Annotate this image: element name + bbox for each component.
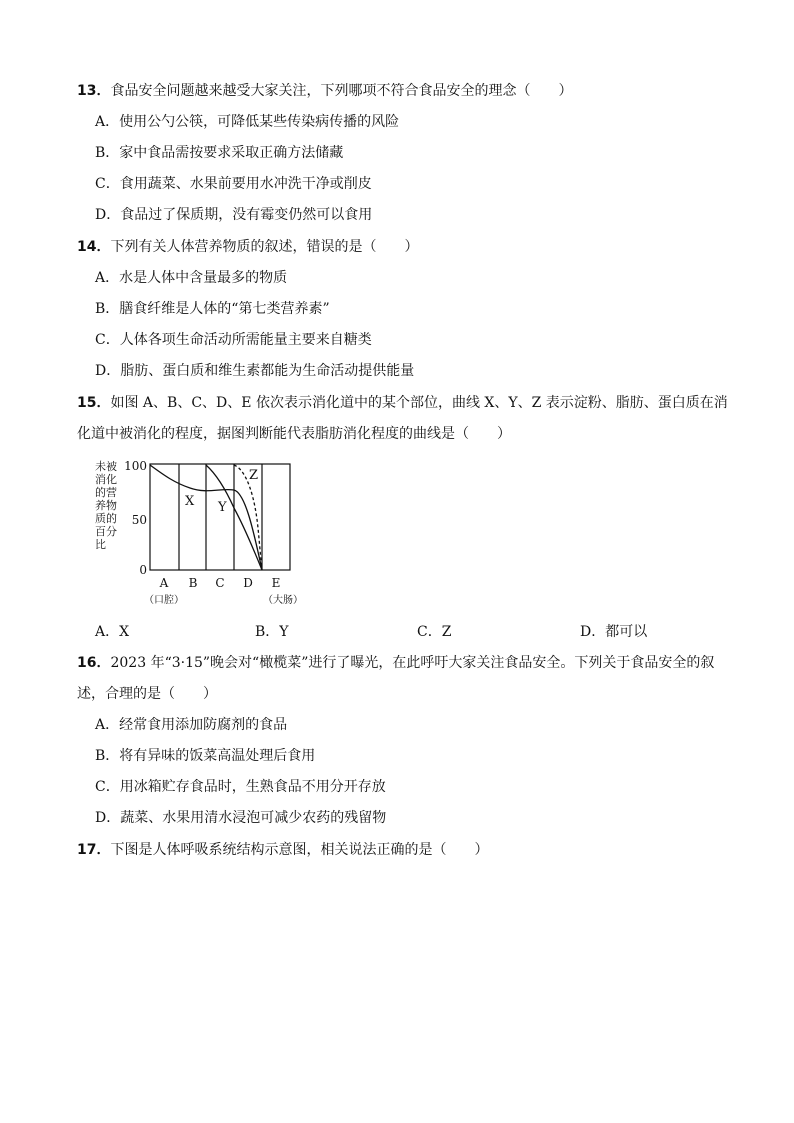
question-stem: 下列有关人体营养物质的叙述，错误的是（ ） — [110, 239, 419, 255]
x-ticks — [159, 576, 281, 590]
question-17 — [77, 840, 488, 860]
y-label-line: 比 — [95, 538, 106, 551]
question-15-line2: 化道中被消化的程度，据图判断能代表脂肪消化程度的曲线是（ ） — [77, 426, 511, 442]
option-b: B．将有异味的饭菜高温处理后食用 — [95, 748, 316, 764]
y-ticks — [124, 459, 147, 577]
question-stem: 食品安全问题越来越受大家关注，下列哪项不符合食品安全的理念（ ） — [110, 83, 573, 99]
y-label-line: 养物 — [95, 499, 117, 512]
question-stem-line1: 2023 年“3·15”晚会对“橄榄菜”进行了曝光，在此呼吁大家关注食品安全。下列关于食品安全的叙 — [110, 655, 715, 671]
x-note-mouth: （口腔） — [144, 595, 184, 606]
x-tick-e: E — [271, 576, 281, 590]
question-stem: 下图是人体呼吸系统结构示意图，相关说法正确的是（ ） — [110, 842, 489, 858]
curve-label-x: X — [185, 494, 195, 509]
question-16 — [77, 653, 714, 673]
x-tick-b: B — [188, 576, 198, 590]
y-label-line: 质的 — [95, 512, 117, 525]
question-number: 13． — [77, 83, 111, 99]
option-d: D．脂肪、蛋白质和维生素都能为生命活动提供能量 — [95, 363, 415, 379]
option-a: A．使用公勺公筷，可降低某些传染病传播的风险 — [95, 114, 400, 130]
y-tick-100: 100 — [124, 459, 147, 473]
question-number: 14． — [77, 239, 111, 255]
question-14 — [77, 237, 418, 257]
x-tick-d: D — [243, 576, 253, 590]
curve-label-y: Y — [218, 500, 227, 515]
option-d: D．蔬菜、水果用清水浸泡可减少农药的残留物 — [95, 810, 387, 826]
option-a: A．水是人体中含量最多的物质 — [95, 270, 288, 286]
question-number: 16． — [77, 655, 111, 671]
y-axis-label — [95, 459, 117, 551]
x-notes — [144, 593, 303, 606]
y-label-line: 消化 — [95, 473, 117, 486]
digestion-curve-figure — [95, 458, 310, 610]
option-b: B．Y — [255, 624, 289, 640]
option-c: C．人体各项生命活动所需能量主要来自糖类 — [95, 332, 372, 348]
option-b: B．膳食纤维是人体的“第七类营养素” — [95, 301, 330, 317]
question-13 — [77, 81, 572, 101]
y-tick-50: 50 — [131, 513, 147, 527]
option-a: A．经常食用添加防腐剂的食品 — [95, 717, 288, 733]
x-tick-a: A — [159, 576, 169, 590]
option-c: C．食用蔬菜、水果前要用水冲洗干净或削皮 — [95, 176, 372, 192]
y-label-line: 未被 — [95, 460, 117, 473]
option-d: D．食品过了保质期，没有霉变仍然可以食用 — [95, 207, 373, 223]
curve-labels — [185, 468, 258, 515]
x-note-large-intestine: （大肠） — [263, 595, 303, 606]
question-15 — [77, 393, 728, 413]
curve-label-z: Z — [249, 468, 259, 483]
question-number: 17． — [77, 842, 111, 858]
option-b: B．家中食品需按要求采取正确方法储藏 — [95, 145, 344, 161]
y-label-line: 百分 — [95, 525, 117, 538]
option-d: D．都可以 — [580, 624, 648, 640]
question-number: 15． — [77, 395, 111, 411]
y-label-line: 的营 — [95, 486, 117, 499]
question-16-line2: 述，合理的是（ ） — [77, 686, 217, 702]
option-c: C．Z — [417, 624, 452, 640]
question-stem-line1: 如图 A、B、C、D、E 依次表示消化道中的某个部位，曲线 X、Y、Z 表示淀粉、脂肪、蛋白质在消 — [110, 395, 728, 411]
option-c: C．用冰箱贮存食品时，生熟食品不用分开存放 — [95, 779, 386, 795]
option-a: A．X — [95, 624, 130, 640]
y-tick-0: 0 — [139, 563, 147, 577]
x-tick-c: C — [215, 576, 225, 590]
